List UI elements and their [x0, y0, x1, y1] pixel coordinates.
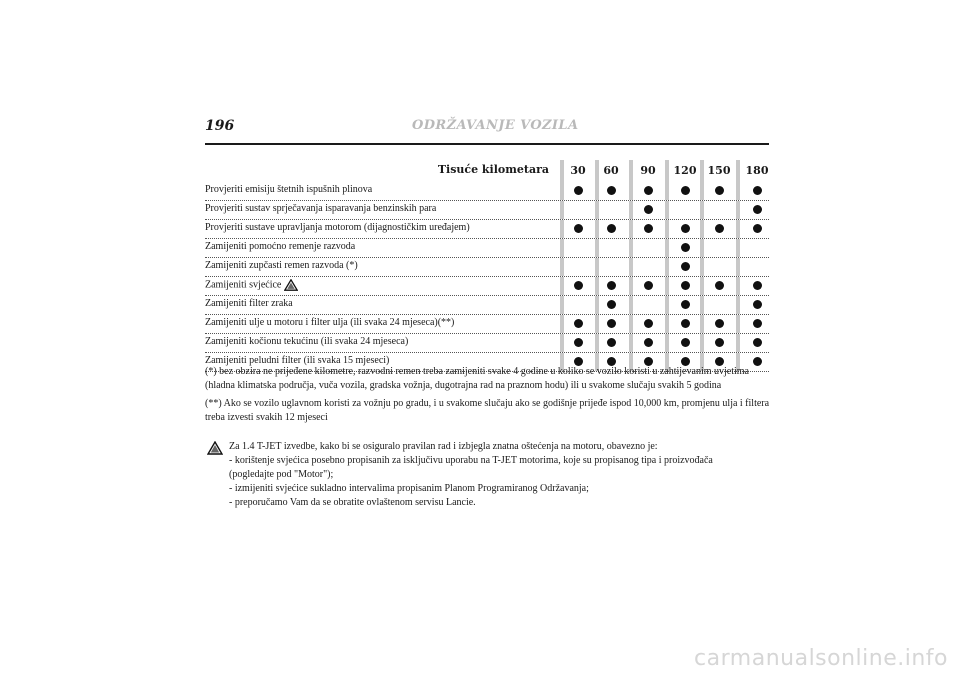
row-label — [205, 298, 293, 309]
column-separator — [736, 258, 740, 276]
row-label-text: Provjeriti emisiju štetnih ispušnih plinova — [205, 184, 373, 195]
service-dot-90 — [644, 319, 653, 328]
column-separator — [736, 296, 740, 314]
column-separator — [665, 296, 669, 314]
column-separator — [560, 296, 564, 314]
column-separator — [700, 160, 704, 182]
column-separator — [700, 277, 704, 295]
column-header-90: 90 — [640, 164, 656, 177]
row-label — [205, 203, 436, 214]
warning-line: Za 1.4 T-JET izvedbe, kako bi se osiguralo pravilan rad i izbjegla znatna oštećenja na motoru, obavezno je: — [229, 441, 658, 452]
column-separator — [629, 258, 633, 276]
column-separator — [665, 239, 669, 257]
warning-line: - preporučamo Vam da se obratite ovlaštenom servisu Lancie. — [229, 497, 476, 508]
table-row — [205, 239, 769, 258]
table-row — [205, 315, 769, 334]
column-separator — [736, 182, 740, 200]
column-separator — [595, 296, 599, 314]
column-separator — [700, 239, 704, 257]
watermark: carmanualsonline.info — [694, 646, 948, 671]
column-header-120: 120 — [673, 164, 697, 177]
service-dot-60 — [607, 300, 616, 309]
table-row — [205, 334, 769, 353]
table-row — [205, 296, 769, 315]
service-dot-120 — [681, 338, 690, 347]
row-label — [205, 222, 470, 233]
column-separator — [629, 182, 633, 200]
column-separator — [700, 258, 704, 276]
service-dot-60 — [607, 281, 616, 290]
running-head-title: ODRŽAVANJE VOZILA — [412, 118, 579, 133]
row-label — [205, 279, 298, 291]
service-dot-150 — [715, 281, 724, 290]
column-separator — [560, 315, 564, 333]
column-separator — [629, 239, 633, 257]
column-separator — [629, 315, 633, 333]
column-separator — [665, 201, 669, 219]
warning-triangle-icon — [207, 441, 223, 455]
service-dot-180 — [753, 319, 762, 328]
column-separator — [560, 182, 564, 200]
table-row — [205, 258, 769, 277]
service-dot-180 — [753, 300, 762, 309]
column-separator — [560, 277, 564, 295]
service-dot-180 — [753, 205, 762, 214]
column-separator — [700, 296, 704, 314]
service-dot-180 — [753, 281, 762, 290]
column-separator — [736, 277, 740, 295]
row-label — [205, 241, 355, 252]
table-row — [205, 220, 769, 239]
row-label-text: Zamijeniti ulje u motoru i filter ulja (ili svaka 24 mjeseca)(**) — [205, 317, 455, 328]
service-dot-30 — [574, 281, 583, 290]
column-separator — [665, 334, 669, 352]
service-dot-180 — [753, 186, 762, 195]
table-row — [205, 182, 769, 201]
service-dot-120 — [681, 224, 690, 233]
service-dot-90 — [644, 224, 653, 233]
row-label-text: Zamijeniti pomoćno remenje razvoda — [205, 241, 356, 252]
column-separator — [629, 334, 633, 352]
column-separator — [736, 160, 740, 182]
column-separator — [595, 258, 599, 276]
warning-triangle-icon — [284, 279, 298, 291]
column-separator — [629, 220, 633, 238]
column-separator — [560, 334, 564, 352]
column-separator — [595, 315, 599, 333]
service-dot-60 — [607, 224, 616, 233]
column-separator — [736, 239, 740, 257]
column-separator — [595, 201, 599, 219]
column-separator — [700, 201, 704, 219]
column-separator — [560, 239, 564, 257]
service-dot-90 — [644, 338, 653, 347]
column-separator — [560, 258, 564, 276]
column-separator — [665, 277, 669, 295]
header-rule — [205, 143, 769, 145]
column-separator — [700, 182, 704, 200]
column-separator — [595, 277, 599, 295]
column-separator — [595, 220, 599, 238]
column-separator — [700, 315, 704, 333]
warning-line: (pogledajte pod "Motor"); — [229, 469, 334, 480]
column-separator — [595, 334, 599, 352]
row-label-text: Zamijeniti kočionu tekućinu (ili svaka 24 mjeseca) — [205, 336, 409, 347]
column-separator — [595, 182, 599, 200]
service-dot-30 — [574, 338, 583, 347]
column-separator — [560, 160, 564, 182]
service-dot-30 — [574, 319, 583, 328]
row-label-text: Zamijeniti peludni filter (ili svaka 15 mjeseci) — [205, 355, 390, 366]
service-dot-120 — [681, 186, 690, 195]
service-dot-60 — [607, 186, 616, 195]
service-dot-90 — [644, 205, 653, 214]
column-header-150: 150 — [707, 164, 731, 177]
footnote-oil-change: (**) Ako se vozilo uglavnom koristi za vožnju po gradu, i u svakome slučaju ako se godišnje prijeđe ispod 10,000 km, promjenu ulja i filtera treba izvesti svakih 12 mjeseci — [205, 398, 770, 423]
warning-line: - izmijeniti svjećice sukladno intervalima propisanim Planom Programiranog Održavanja; — [229, 483, 589, 494]
column-separator — [629, 201, 633, 219]
column-separator — [560, 201, 564, 219]
column-header-60: 60 — [603, 164, 619, 177]
column-separator — [629, 277, 633, 295]
column-separator — [700, 334, 704, 352]
row-label — [205, 260, 358, 271]
footnote-timing-belt: (*) bez obzira ne prijeđene kilometre, razvodni remen treba zamijeniti svake 4 godine u koliko se vozilo koristi u zahtijevanim uvjetima (hladna klimatska područja, vuča vozila, gradska vožnja, dugotrajna rad na praznom hodu) ili u svakome slučaju svakih 5 godina — [205, 366, 749, 391]
service-dot-120 — [681, 262, 690, 271]
row-label-text: Provjeriti sustave upravljanja motorom (dijagnostičkim uređajem) — [205, 222, 470, 233]
row-label-text: Zamijeniti zupčasti remen razvoda (*) — [205, 260, 358, 271]
service-dot-60 — [607, 319, 616, 328]
row-label-text: Provjeriti sustav sprječavanja isparavanja benzinskih para — [205, 203, 437, 214]
service-dot-150 — [715, 224, 724, 233]
footnotes — [205, 365, 771, 429]
warning-line: - korištenje svjećica posebno propisanih za isključivu uporabu na T-JET motorima, koje su propisanog tipa i proizvođača — [229, 455, 713, 466]
maintenance-table — [205, 160, 769, 372]
service-dot-150 — [715, 186, 724, 195]
column-separator — [665, 258, 669, 276]
column-header-180: 180 — [745, 164, 769, 177]
column-separator — [665, 182, 669, 200]
column-separator — [736, 201, 740, 219]
service-dot-150 — [715, 338, 724, 347]
service-dot-120 — [681, 319, 690, 328]
service-dot-180 — [753, 338, 762, 347]
column-separator — [665, 160, 669, 182]
table-header-label: Tisuće kilometara — [437, 163, 549, 176]
table-row — [205, 201, 769, 220]
column-separator — [665, 220, 669, 238]
warning-text — [229, 440, 769, 510]
column-separator — [736, 334, 740, 352]
row-label — [205, 184, 372, 195]
service-dot-30 — [574, 186, 583, 195]
column-separator — [629, 296, 633, 314]
column-separator — [560, 220, 564, 238]
service-dot-120 — [681, 243, 690, 252]
column-separator — [736, 220, 740, 238]
service-dot-180 — [753, 224, 762, 233]
row-label — [205, 336, 408, 347]
service-dot-120 — [681, 281, 690, 290]
column-header-30: 30 — [570, 164, 586, 177]
service-dot-90 — [644, 281, 653, 290]
row-label-text: Zamijeniti svjećice — [205, 279, 282, 291]
row-label-text: Zamijeniti filter zraka — [205, 298, 293, 309]
service-dot-30 — [574, 224, 583, 233]
column-separator — [736, 315, 740, 333]
column-separator — [595, 239, 599, 257]
row-label — [205, 317, 454, 328]
service-dot-60 — [607, 338, 616, 347]
table-header — [205, 160, 769, 182]
column-separator — [629, 160, 633, 182]
service-dot-90 — [644, 186, 653, 195]
column-separator — [665, 315, 669, 333]
column-separator — [700, 220, 704, 238]
service-dot-150 — [715, 319, 724, 328]
page-number: 196 — [205, 118, 235, 134]
service-dot-120 — [681, 300, 690, 309]
column-separator — [595, 160, 599, 182]
table-row — [205, 277, 769, 296]
